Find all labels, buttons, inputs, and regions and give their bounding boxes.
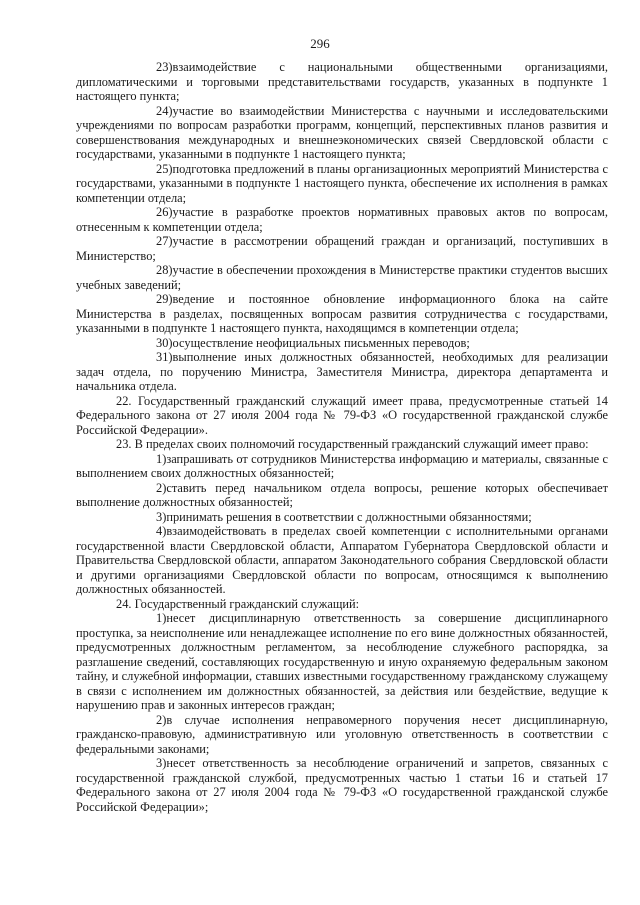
list-item-23	[76, 60, 608, 104]
clause-24	[76, 597, 608, 612]
right-item-1	[76, 452, 608, 481]
item-text: ведение и постоянное обновление информационного блока на сайте Министерства в разделах, посвященных вопросам развития сотрудничества с государствами, указанными в подпункте 1 настоящего пункта, находящимся в компетенции отдела;	[76, 292, 608, 335]
item-number: 3)	[156, 756, 167, 770]
item-text: участие в рассмотрении обращений граждан и организаций, поступивших в Министерство;	[76, 234, 608, 263]
item-text: участие во взаимодействии Министерства с научными и исследовательскими учреждениями по вопросам разработки программ, концепций, перспективных планов развития и совершенствования международных и внешнеэкономических связей Свердловской области с государствами, указанными в подпункте 1 настоящего пункта;	[76, 103, 608, 161]
item-number: 26)	[156, 205, 173, 219]
document-body	[76, 60, 608, 814]
item-text: участие в обеспечении прохождения в Министерстве практики студентов высших учебных заведений;	[76, 263, 608, 292]
clause-23	[76, 437, 608, 452]
item-text: принимать решения в соответствии с должностными обязанностями;	[166, 509, 532, 524]
list-item-24	[76, 104, 608, 162]
item-number: 2)	[156, 480, 167, 495]
item-number: 3)	[156, 509, 167, 524]
item-number: 4)	[156, 524, 167, 538]
item-number: 28)	[156, 263, 173, 277]
item-text: в случае исполнения неправомерного поручения несет дисциплинарную, гражданско-правовую, административную или уголовную ответственность в соответствии с федеральными законами;	[76, 712, 608, 756]
item-number: 2)	[156, 712, 167, 727]
duty-item-2	[76, 713, 608, 757]
list-item-31	[76, 350, 608, 394]
list-item-27	[76, 234, 608, 263]
list-item-29	[76, 292, 608, 336]
item-text: взаимодействие с национальными общественными организациями, дипломатическими и торговыми представительствами государств, указанных в подпункте 1 настоящего пункта;	[76, 60, 608, 103]
right-item-2	[76, 481, 608, 510]
item-text: взаимодействовать в пределах своей компетенции с исполнительными органами государственной власти Свердловской области, Аппаратом Губернатора Свердловской области и Правительства Свердловской области, аппаратом Законодательного собрания Свердловской области и другими организациями Свердловской области по вопросам, относящимся к выполнению должностных обязанностей.	[76, 524, 608, 596]
item-number: 1)	[156, 611, 167, 625]
list-item-26	[76, 205, 608, 234]
item-text: подготовка предложений в планы организационных мероприятий Министерства с государствами, указанными в подпункте 1 настоящего пункта, обеспечение их исполнения в рамках компетенции отдела;	[76, 161, 608, 205]
item-number: 25)	[156, 161, 173, 176]
item-number: 31)	[156, 350, 173, 364]
list-item-28	[76, 263, 608, 292]
duty-item-3	[76, 756, 608, 814]
item-number: 30)	[156, 335, 173, 350]
right-item-4	[76, 524, 608, 597]
right-item-3	[76, 510, 608, 525]
list-item-30	[76, 336, 608, 351]
item-text: выполнение иных должностных обязанностей, необходимых для реализации задач отдела, по поручению Министра, Заместителя Министра, директора департамента и начальника отдела.	[76, 350, 608, 393]
page-number: 296	[310, 36, 330, 51]
item-text: ставить перед начальником отдела вопросы, решение которых обеспечивает выполнение должностных обязанностей;	[76, 480, 608, 509]
item-number: 24)	[156, 103, 173, 118]
item-text: несет дисциплинарную ответственность за совершение дисциплинарного проступка, за неисполнение или ненадлежащее исполнение по его вине должностных обязанностей, предусмотренных должностным регламентом, за несоблюдение служебного распорядка, за разглашение сведений, составляющих государственную и иную охраняемую федеральным законом тайну, и служебной информации, ставших известными государственному гражданскому служащему в связи с исполнением им должностных обязанностей, за действия или бездействие, ведущие к нарушению прав и законных интересов граждан;	[76, 611, 608, 712]
item-number: 27)	[156, 234, 173, 248]
clause-22	[76, 394, 608, 438]
list-item-25	[76, 162, 608, 206]
clause-text: 22. Государственный гражданский служащий имеет права, предусмотренные статьей 14 Федерального закона от 27 июля 2004 года № 79-ФЗ «О государственной гражданской службе Российской Федерации».	[76, 393, 608, 437]
item-text: участие в разработке проектов нормативных правовых актов по вопросам, отнесенным к компетенции отдела;	[76, 205, 608, 234]
item-number: 23)	[156, 60, 173, 74]
clause-text: 24. Государственный гражданский служащий:	[116, 596, 360, 611]
item-number: 29)	[156, 292, 173, 306]
item-number: 1)	[156, 451, 167, 466]
duty-item-1	[76, 611, 608, 713]
item-text: осуществление неофициальных письменных переводов;	[172, 335, 470, 350]
clause-text: 23. В пределах своих полномочий государственный гражданский служащий имеет право:	[116, 437, 589, 451]
item-text: несет ответственность за несоблюдение ограничений и запретов, связанных с государственной гражданской службой, предусмотренных частью 1 статьи 16 и статьей 17 Федерального закона от 27 июля 2004 года № 79-ФЗ «О государственной гражданской службе Российской Федерации»;	[76, 756, 608, 814]
item-text: запрашивать от сотрудников Министерства информацию и материалы, связанные с выполнением своих должностных обязанностей;	[76, 451, 608, 480]
